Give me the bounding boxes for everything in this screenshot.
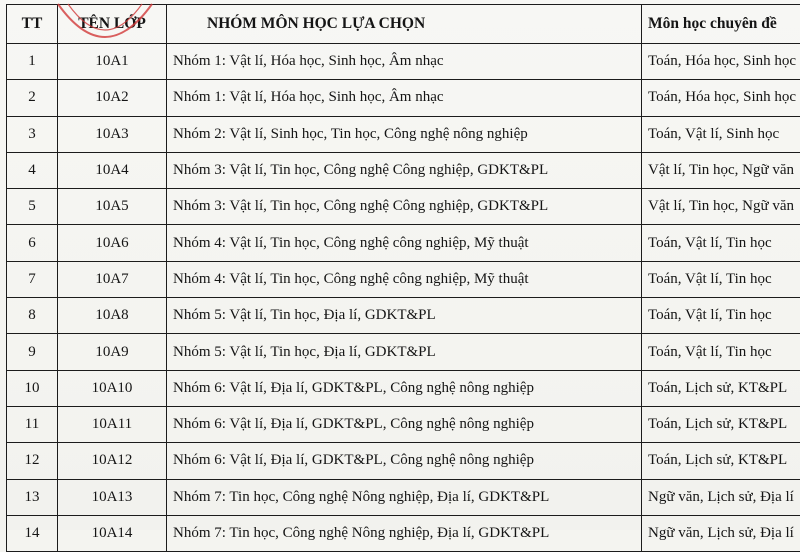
cell-subject-group: Nhóm 7: Tin học, Công nghệ Nông nghiệp, Địa lí, GDKT&PL [167, 479, 642, 515]
cell-subject-group: Nhóm 3: Vật lí, Tin học, Công nghệ Công nghiệp, GDKT&PL [167, 152, 642, 188]
header-topic-subjects: Môn học chuyên đề [642, 5, 800, 44]
cell-class-name: 10A13 [58, 479, 167, 515]
cell-class-name: 10A12 [58, 443, 167, 479]
table-row [7, 44, 800, 80]
header-class-name: TÊN LỚP [58, 5, 167, 44]
table-row [7, 261, 800, 297]
cell-tt: 1 [7, 44, 58, 80]
cell-topic-subjects: Vật lí, Tin học, Ngữ văn [642, 189, 800, 225]
cell-class-name: 10A8 [58, 298, 167, 334]
cell-tt: 7 [7, 261, 58, 297]
cell-topic-subjects: Toán, Hóa học, Sinh học [642, 44, 800, 80]
cell-tt: 4 [7, 152, 58, 188]
cell-class-name: 10A4 [58, 152, 167, 188]
table-row [7, 370, 800, 406]
cell-subject-group: Nhóm 1: Vật lí, Hóa học, Sinh học, Âm nhạc [167, 80, 642, 116]
cell-topic-subjects: Toán, Vật lí, Tin học [642, 334, 800, 370]
cell-subject-group: Nhóm 4: Vật lí, Tin học, Công nghệ công nghiệp, Mỹ thuật [167, 225, 642, 261]
cell-subject-group: Nhóm 7: Tin học, Công nghệ Nông nghiệp, Địa lí, GDKT&PL [167, 515, 642, 551]
cell-tt: 5 [7, 189, 58, 225]
cell-tt: 8 [7, 298, 58, 334]
table-row [7, 116, 800, 152]
cell-tt: 10 [7, 370, 58, 406]
cell-class-name: 10A1 [58, 44, 167, 80]
cell-topic-subjects: Toán, Lịch sử, KT&PL [642, 443, 800, 479]
cell-topic-subjects: Toán, Vật lí, Tin học [642, 225, 800, 261]
cell-class-name: 10A14 [58, 515, 167, 551]
cell-class-name: 10A7 [58, 261, 167, 297]
cell-class-name: 10A9 [58, 334, 167, 370]
header-tt: TT [7, 5, 58, 44]
cell-class-name: 10A11 [58, 406, 167, 442]
cell-topic-subjects: Toán, Lịch sử, KT&PL [642, 406, 800, 442]
table-row [7, 225, 800, 261]
cell-subject-group: Nhóm 2: Vật lí, Sinh học, Tin học, Công nghệ nông nghiệp [167, 116, 642, 152]
table-row [7, 189, 800, 225]
cell-topic-subjects: Toán, Vật lí, Tin học [642, 261, 800, 297]
cell-subject-group: Nhóm 5: Vật lí, Tin học, Địa lí, GDKT&PL [167, 298, 642, 334]
header-subject-group: NHÓM MÔN HỌC LỰA CHỌN [167, 5, 642, 44]
cell-topic-subjects: Toán, Hóa học, Sinh học [642, 80, 800, 116]
cell-tt: 12 [7, 443, 58, 479]
cell-tt: 14 [7, 515, 58, 551]
cell-tt: 13 [7, 479, 58, 515]
cell-topic-subjects: Toán, Vật lí, Tin học [642, 298, 800, 334]
table-row [7, 334, 800, 370]
cell-topic-subjects: Ngữ văn, Lịch sử, Địa lí [642, 479, 800, 515]
cell-subject-group: Nhóm 6: Vật lí, Địa lí, GDKT&PL, Công nghệ nông nghiệp [167, 443, 642, 479]
cell-subject-group: Nhóm 1: Vật lí, Hóa học, Sinh học, Âm nhạc [167, 44, 642, 80]
cell-class-name: 10A3 [58, 116, 167, 152]
cell-class-name: 10A2 [58, 80, 167, 116]
table-row [7, 479, 800, 515]
table-row [7, 515, 800, 551]
cell-class-name: 10A6 [58, 225, 167, 261]
table-row [7, 443, 800, 479]
table-body [7, 44, 800, 552]
table-header-row [7, 5, 800, 44]
table-row [7, 406, 800, 442]
cell-subject-group: Nhóm 6: Vật lí, Địa lí, GDKT&PL, Công nghệ nông nghiệp [167, 370, 642, 406]
cell-class-name: 10A5 [58, 189, 167, 225]
table-row [7, 80, 800, 116]
cell-topic-subjects: Ngữ văn, Lịch sử, Địa lí [642, 515, 800, 551]
cell-topic-subjects: Toán, Vật lí, Sinh học [642, 116, 800, 152]
cell-topic-subjects: Vật lí, Tin học, Ngữ văn [642, 152, 800, 188]
cell-tt: 6 [7, 225, 58, 261]
cell-subject-group: Nhóm 5: Vật lí, Tin học, Địa lí, GDKT&PL [167, 334, 642, 370]
cell-tt: 2 [7, 80, 58, 116]
cell-topic-subjects: Toán, Lịch sử, KT&PL [642, 370, 800, 406]
cell-subject-group: Nhóm 4: Vật lí, Tin học, Công nghệ công nghiệp, Mỹ thuật [167, 261, 642, 297]
subject-group-table [6, 4, 800, 552]
cell-class-name: 10A10 [58, 370, 167, 406]
cell-subject-group: Nhóm 3: Vật lí, Tin học, Công nghệ Công nghiệp, GDKT&PL [167, 189, 642, 225]
cell-tt: 9 [7, 334, 58, 370]
cell-tt: 3 [7, 116, 58, 152]
table-row [7, 298, 800, 334]
cell-subject-group: Nhóm 6: Vật lí, Địa lí, GDKT&PL, Công nghệ nông nghiệp [167, 406, 642, 442]
table-row [7, 152, 800, 188]
cell-tt: 11 [7, 406, 58, 442]
